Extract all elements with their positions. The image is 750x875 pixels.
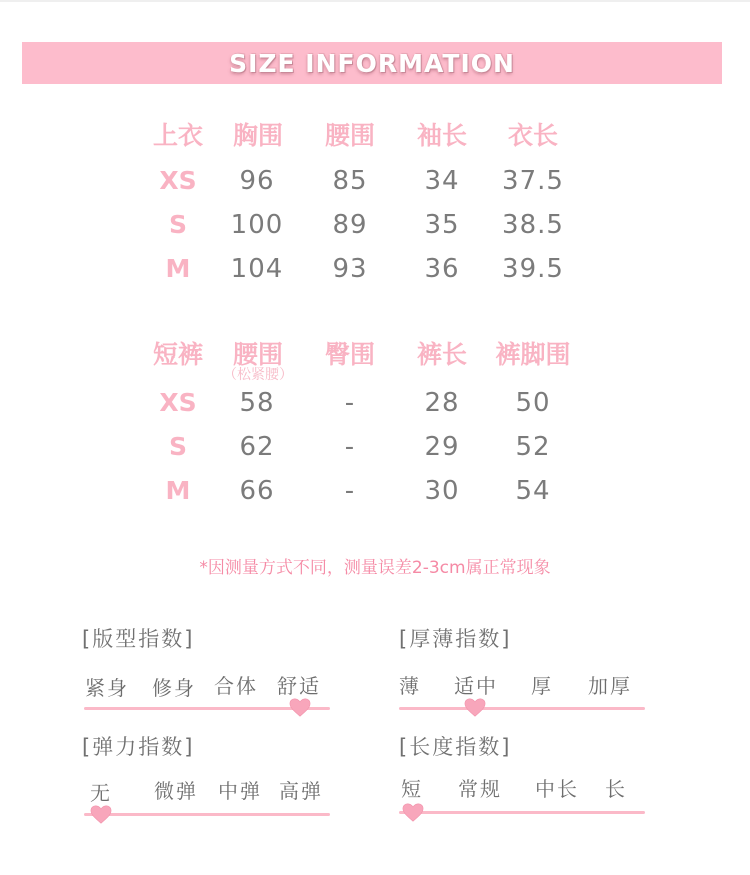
top-size-table: [0, 123, 750, 283]
shorts-header-hem: 裤脚围: [495, 340, 571, 369]
table-cell: 62: [239, 432, 275, 462]
title-banner: [22, 42, 722, 84]
size-label: M: [165, 476, 191, 505]
heart-marker-icon: [402, 802, 424, 824]
shorts-header-category: 短裤: [152, 340, 204, 369]
fit-index-title: [版型指数]: [82, 627, 195, 651]
table-cell: 58: [239, 388, 275, 418]
top-header-category: 上衣: [152, 121, 204, 150]
fit-option: 舒适: [277, 674, 321, 698]
table-cell: 52: [515, 432, 551, 462]
size-label: S: [168, 210, 188, 239]
table-cell: 28: [424, 388, 460, 418]
shorts-size-table: [0, 342, 750, 512]
top-header-sleeve: 袖长: [416, 121, 468, 150]
thickness-option: 厚: [531, 674, 553, 698]
size-label: XS: [159, 166, 197, 195]
table-cell: 34: [424, 166, 460, 196]
heart-marker-icon: [289, 697, 311, 719]
length-scale-line: [399, 811, 645, 814]
top-header-length: 衣长: [507, 121, 559, 150]
table-cell: -: [344, 476, 356, 506]
table-cell: 35: [424, 210, 460, 240]
table-cell: 38.5: [502, 210, 564, 240]
table-cell: 85: [332, 166, 368, 196]
size-label: XS: [159, 388, 197, 417]
size-label: M: [165, 254, 191, 283]
size-label: S: [168, 432, 188, 461]
table-cell: 36: [424, 254, 460, 284]
table-cell: 104: [230, 254, 284, 284]
length-index-title: [长度指数]: [399, 735, 512, 759]
table-cell: 54: [515, 476, 551, 506]
thickness-option: 加厚: [588, 674, 632, 698]
top-header-chest: 胸围: [232, 121, 284, 150]
stretch-scale-line: [84, 813, 330, 816]
shorts-header-length: 裤长: [416, 340, 468, 369]
fit-option: 修身: [152, 676, 196, 700]
shorts-waist-note: （松紧腰）: [223, 367, 293, 383]
table-cell: -: [344, 432, 356, 462]
table-cell: 29: [424, 432, 460, 462]
heart-marker-icon: [90, 804, 112, 826]
table-cell: 96: [239, 166, 275, 196]
length-option: 常规: [458, 777, 502, 801]
thickness-index-title: [厚薄指数]: [399, 627, 512, 651]
table-cell: 93: [332, 254, 368, 284]
stretch-index-title: [弹力指数]: [82, 735, 195, 759]
table-cell: 100: [230, 210, 284, 240]
banner-title: SIZE INFORMATION: [229, 48, 515, 78]
table-cell: 89: [332, 210, 368, 240]
stretch-option: 无: [90, 781, 112, 805]
table-cell: 37.5: [502, 166, 564, 196]
thickness-scale-line: [399, 707, 645, 710]
fit-option: 合体: [214, 674, 258, 698]
measurement-note: *因测量方式不同，测量误差2-3cm属正常现象: [199, 558, 551, 578]
table-cell: 30: [424, 476, 460, 506]
table-cell: -: [344, 388, 356, 418]
thickness-option: 适中: [454, 674, 498, 698]
length-option: 中长: [535, 777, 579, 801]
length-option: 短: [401, 777, 423, 801]
stretch-option: 中弹: [218, 779, 262, 803]
fit-option: 紧身: [85, 676, 129, 700]
table-cell: 39.5: [502, 254, 564, 284]
stretch-option: 高弹: [279, 779, 323, 803]
length-option: 长: [605, 777, 627, 801]
shorts-header-hip: 臀围: [324, 340, 376, 369]
top-header-waist: 腰围: [324, 121, 376, 150]
shorts-header-waist: 腰围: [232, 340, 284, 369]
thickness-option: 薄: [399, 674, 421, 698]
stretch-option: 微弹: [154, 779, 198, 803]
table-cell: 66: [239, 476, 275, 506]
heart-marker-icon: [464, 697, 486, 719]
table-cell: 50: [515, 388, 551, 418]
